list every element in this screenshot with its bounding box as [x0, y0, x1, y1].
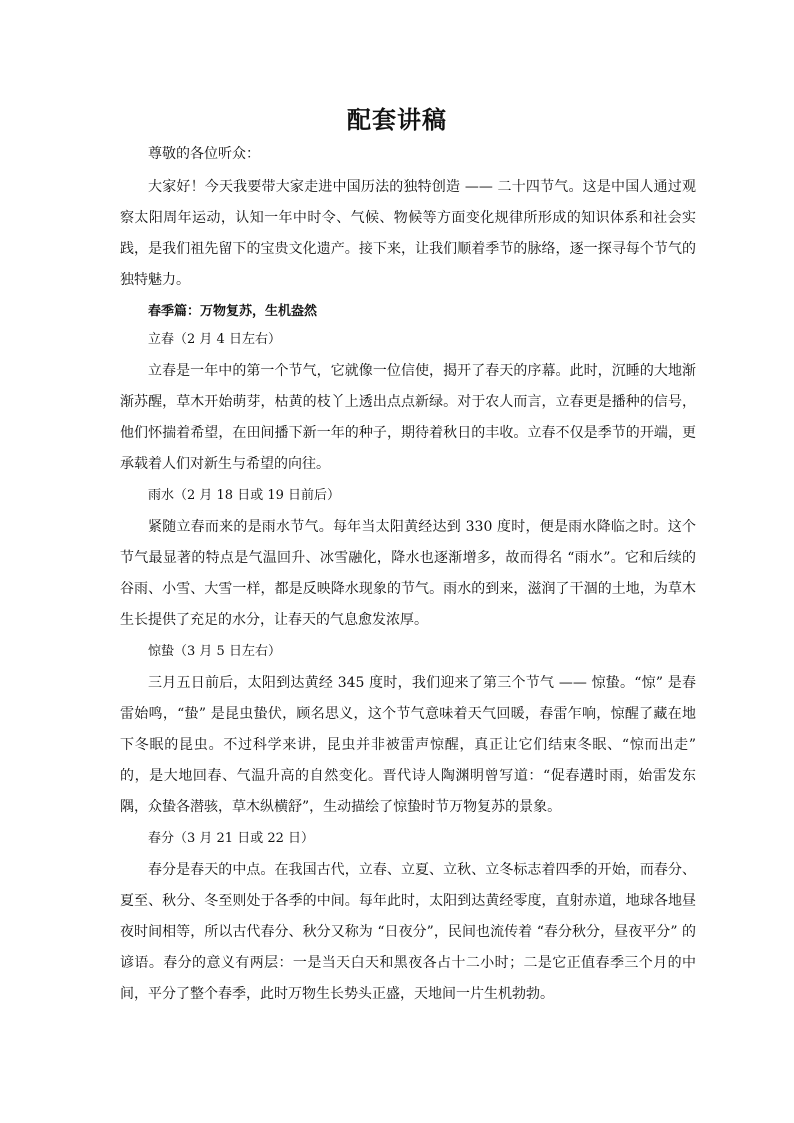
document-body — [120, 142, 696, 1014]
term-heading-yushui: 雨水（2 月 18 日或 19 日前后） — [148, 488, 341, 503]
term-paragraph-yushui: 紧随立春而来的是雨水节气。每年当太阳黄经达到 330 度时，便是雨水降临之时。这个节气最显著的特点是气温回升、冰雪融化，降水也逐渐增多，故而得名 “雨水”。它和后续的谷雨、小雪、大雪一样，都是反映降水现象的节气。雨水的到来，滋润了干涸的土地，为草木生长提供了充足的水分，让春天的气息愈发浓厚。 — [120, 519, 696, 628]
term-heading-lichun: 立春（2 月 4 日左右） — [148, 332, 281, 347]
term-paragraph-lichun: 立春是一年中的第一个节气，它就像一位信使，揭开了春天的序幕。此时，沉睡的大地渐渐苏醒，草木开始萌芽，枯黄的枝丫上透出点点新绿。对于农人而言，立春更是播种的信号，他们怀揣着希望，在田间播下新一年的种子，期待着秋日的丰收。立春不仅是季节的开端，更承载着人们对新生与希望的向往。 — [120, 363, 696, 472]
intro-paragraph: 大家好！今天我要带大家走进中国历法的独特创造 —— 二十四节气。这是中国人通过观察太阳周年运动，认知一年中时令、气候、物候等方面变化规律所形成的知识体系和社会实践，是我们祖先留下的宝贵文化遗产。接下来，让我们顺着季节的脉络，逐一探寻每个节气的独特魅力。 — [120, 179, 696, 288]
term-heading-chunfen: 春分（3 月 21 日或 22 日） — [148, 831, 315, 846]
section-heading-spring: 春季篇：万物复苏，生机盎然 — [148, 304, 318, 319]
document-title: 配套讲稿 — [347, 105, 447, 134]
greeting: 尊敬的各位听众： — [148, 146, 260, 162]
term-heading-jingzhe: 惊蛰（3 月 5 日左右） — [148, 644, 281, 659]
term-paragraph-jingzhe: 三月五日前后，太阳到达黄经 345 度时，我们迎来了第三个节气 —— 惊蛰。“惊” 是春雷始鸣，“蛰” 是昆虫蛰伏，顾名思义，这个节气意味着天气回暖，春雷乍响，惊醒了藏在地下冬眠的昆虫。不过科学来讲，昆虫并非被雷声惊醒，真正让它们结束冬眠、“惊而出走” 的，是大地回春、气温升高的自然变化。晋代诗人陶渊明曾写道：“促春遘时雨，始雷发东隅，众蛰各潜骇，草木纵横舒”，生动描绘了惊蛰时节万物复苏的景象。 — [120, 675, 696, 815]
term-paragraph-chunfen: 春分是春天的中点。在我国古代，立春、立夏、立秋、立冬标志着四季的开始，而春分、夏至、秋分、冬至则处于各季的中间。每年此时，太阳到达黄经零度，直射赤道，地球各地昼夜时间相等，所以古代春分、秋分又称为 “日夜分”，民间也流传着 “春分秋分，昼夜平分” 的谚语。春分的意义有两层：一是当天白天和黑夜各占十二小时；二是它正值春季三个月的中间，平分了整个春季，此时万物生长势头正盛，天地间一片生机勃勃。 — [120, 862, 696, 1002]
